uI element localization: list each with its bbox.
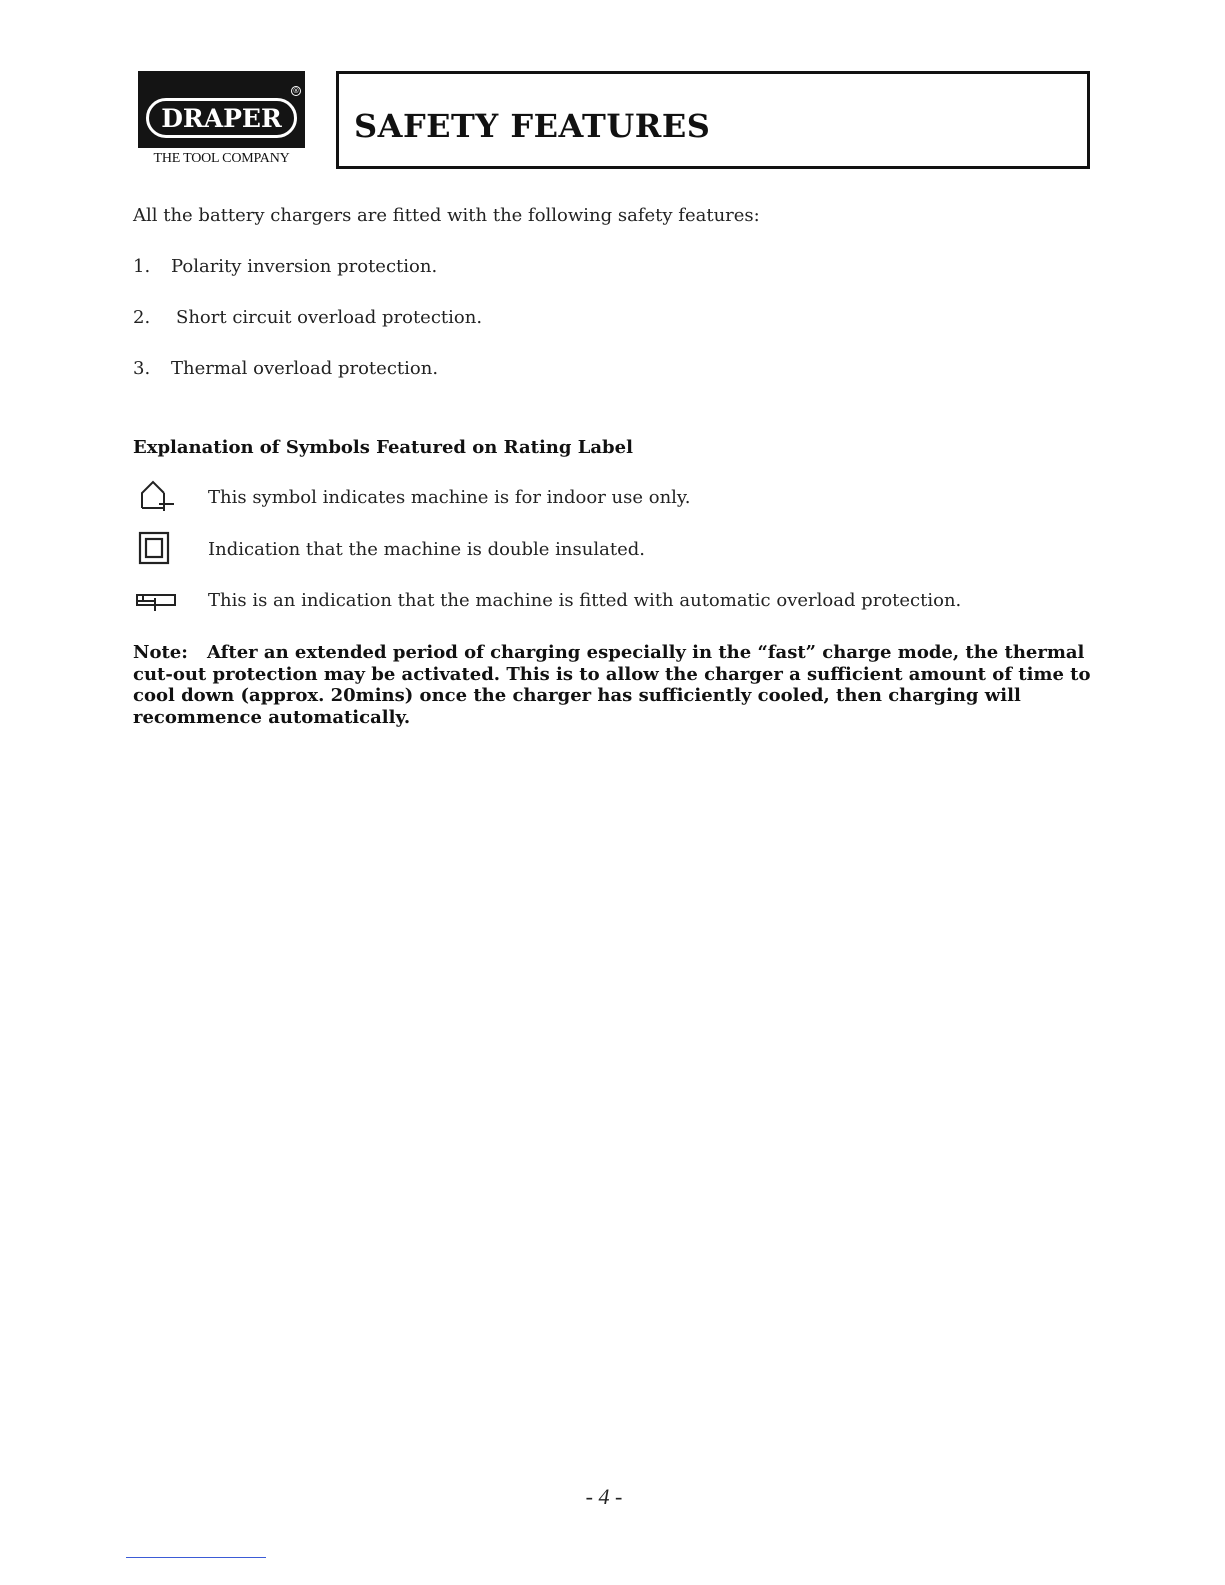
feature-number: 2. (133, 307, 151, 328)
intro-text: All the battery chargers are fitted with the following safety features: (133, 205, 760, 226)
logo-wordmark: DRAPER (161, 103, 282, 133)
indoor-use-icon (133, 479, 179, 515)
registered-mark: ® (292, 87, 300, 95)
symbol-row (133, 582, 1033, 618)
feature-number: 3. (133, 358, 151, 379)
feature-item (133, 358, 438, 379)
double-insulated-icon (133, 531, 179, 567)
feature-item (133, 307, 482, 328)
footer-rule (126, 1557, 266, 1558)
symbols-heading: Explanation of Symbols Featured on Rating Label (133, 437, 633, 458)
note-paragraph (133, 642, 1093, 728)
page-number: - 4 - (585, 1484, 623, 1509)
feature-text: Thermal overload protection. (171, 358, 439, 379)
symbol-row (133, 479, 1033, 515)
overload-protection-icon (133, 582, 179, 618)
logo-pill (146, 98, 297, 138)
symbol-description: This symbol indicates machine is for indoor use only. (208, 487, 691, 508)
logo-block (138, 71, 305, 148)
symbol-row (133, 531, 1033, 567)
symbol-description: Indication that the machine is double insulated. (208, 539, 645, 560)
draper-logo (138, 71, 305, 169)
note-text: After an extended period of charging especially in the “fast” charge mode, the thermal cut-out protection may be activated. This is to allow the charger a sufficient amount of time to cool down (approx. 20mins) once the charger has sufficiently cooled, then charging will recommence automatically. (133, 642, 1091, 728)
page-title: SAFETY FEATURES (354, 107, 711, 145)
title-box (336, 71, 1090, 169)
feature-item (133, 256, 437, 277)
feature-text: Short circuit overload protection. (176, 307, 483, 328)
feature-number: 1. (133, 256, 151, 277)
note-label: Note: (133, 642, 188, 663)
logo-tagline: THE TOOL COMPANY (153, 151, 290, 166)
feature-text: Polarity inversion protection. (171, 256, 438, 277)
symbol-description: This is an indication that the machine is fitted with automatic overload protection. (208, 590, 962, 611)
